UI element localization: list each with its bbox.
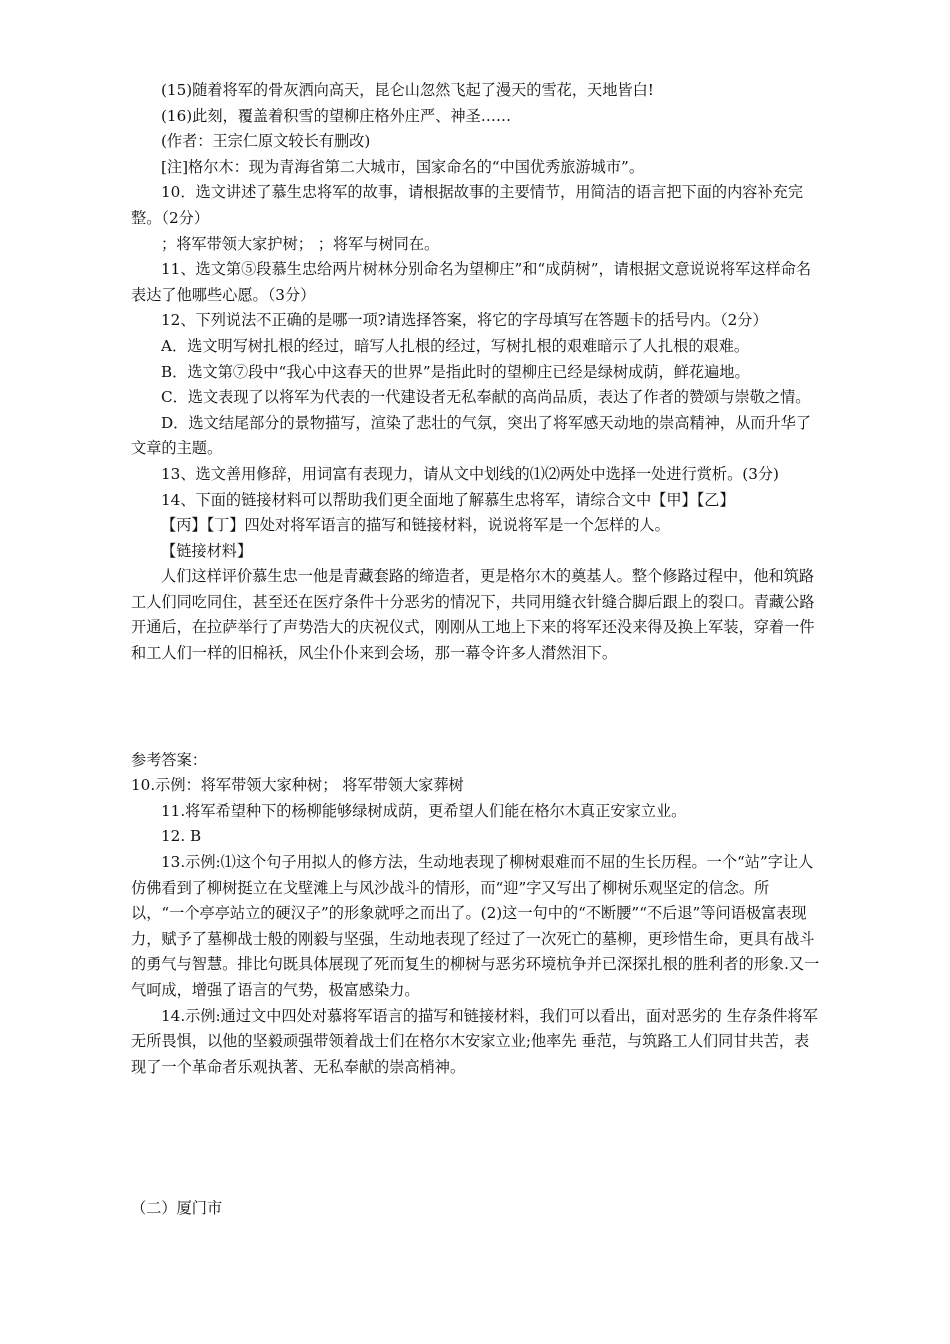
answer-10: 10.示例：将军带领大家种树； 将军带领大家葬树	[131, 776, 464, 795]
option-b: B．选文第⑦段中“我心中这春天的世界”是指此时的望柳庄已经是绿树成荫，鲜花遍地。	[161, 362, 750, 381]
link-material-text: 人们这样评价慕生忠一他是青藏套路的缔造者，更是格尔木的奠基人。整个修路过程中，他和筑路工人们同吃同住，甚至还在医疗条件十分恶劣的情况下，共同用缝衣针缝合脚后跟上的裂口。青藏公路开通后，在拉萨举行了声势浩大的庆祝仪式，刚刚从工地上下来的将军还没来得及换上军装，穿着一件和工人们一样的旧棉袄，风尘仆仆来到会场，那一幕令许多人潸然泪下。	[131, 567, 815, 663]
question-13: 13、选文善用修辞，用词富有表现力，请从文中划线的⑴⑵两处中选择一处进行赏析。(3分)	[161, 464, 779, 483]
option-d: D．选文结尾部分的景物描写，渲染了悲壮的气氛，突出了将军感天动地的崇高精神，从而升华了文章的主题。	[131, 413, 812, 458]
answer-14: 14.示例:通过文中四处对慕将军语言的描写和链接材料，我们可以看出，面对恶劣的 生存条件将军无所畏惧，以他的坚毅顽强带领着战士们在格尔木安家立业;他率先 垂范，与筑路工人们同甘共苦，表现了一个革命者乐观执著、无私奉献的崇高梢神。	[131, 1006, 818, 1076]
question-10-blanks: ；将军带领大家护树； ；将军与树同在。	[161, 234, 440, 253]
author-line: (作者：王宗仁原文较长有删改)	[161, 132, 371, 151]
question-14-continued: 【丙】【丁】四处对将军语言的描写和链接材料，说说将军是一个怎样的人。	[161, 516, 670, 535]
question-14: 14、下面的链接材料可以帮助我们更全面地了解慕生忠将军，请综合文中【甲】【乙】	[161, 490, 735, 509]
answers-heading: 参考答案：	[131, 750, 207, 769]
spacer	[131, 667, 821, 748]
answer-11: 11.将军希望种下的杨柳能够绿树成荫，更希望人们能在格尔木真正安家立业。	[161, 801, 687, 820]
paragraph-16: (16)此刻，覆盖着积雪的望柳庄格外庄严、神圣……	[161, 106, 512, 125]
section-heading: （二）厦门市	[131, 1199, 223, 1217]
link-material-label: 【链接材料】	[161, 541, 253, 560]
question-11: 11、选文第⑤段慕生忠给两片树林分别命名为望柳庄”和“成荫树”，请根据文意说说将军这样命名表达了他哪些心愿。（3分）	[131, 260, 812, 304]
question-10: 10．选文讲述了慕生忠将军的故事，请根据故事的主要情节，用简洁的语言把下面的内容补充完整。（2分）	[131, 183, 804, 227]
option-a: A．选文明写树扎根的经过，暗写人扎根的经过，写树扎根的艰难暗示了人扎根的艰难。	[161, 336, 750, 355]
document-body	[131, 78, 821, 1080]
answer-13: 13.示例:⑴这个句子用拟人的修方法，生动地表现了柳树艰难而不屈的生长历程。一个“站”字让人仿佛看到了柳树挺立在戈壁滩上与风沙战斗的情形，而“迎”字又写出了柳树乐观坚定的信念。所以，“一个亭亭站立的硬汉子”的形象就呼之而出了。(2)这一句中的“不断腰”“不后退”等问语极富表现力，赋予了墓柳战士般的刚毅与坚强，生动地表现了经过了一次死亡的墓柳，更珍惜生命，更具有战斗的勇气与智慧。排比句既具体展现了死而复生的柳树与恶劣环境杭争并已深探扎根的胜利者的形象.又一气呵成，增强了语言的气势，极富感染力。	[131, 853, 820, 999]
paragraph-15: (15)随着将军的骨灰洒向高天，昆仑山忽然飞起了漫天的雪花，天地皆白!	[161, 81, 654, 99]
footnote: [注]格尔木：现为青海省第二大城市，国家命名的“中国优秀旅游城市”。	[161, 157, 645, 176]
option-c: C．选文表现了以将军为代表的一代建设者无私奉献的高尚品质，表达了作者的赞颂与崇敬之情。	[161, 388, 811, 407]
answer-12: 12. B	[161, 827, 202, 846]
question-12: 12、下列说法不正确的是哪一项?请选择答案，将它的字母填写在答题卡的括号内。（2分）	[161, 311, 768, 330]
